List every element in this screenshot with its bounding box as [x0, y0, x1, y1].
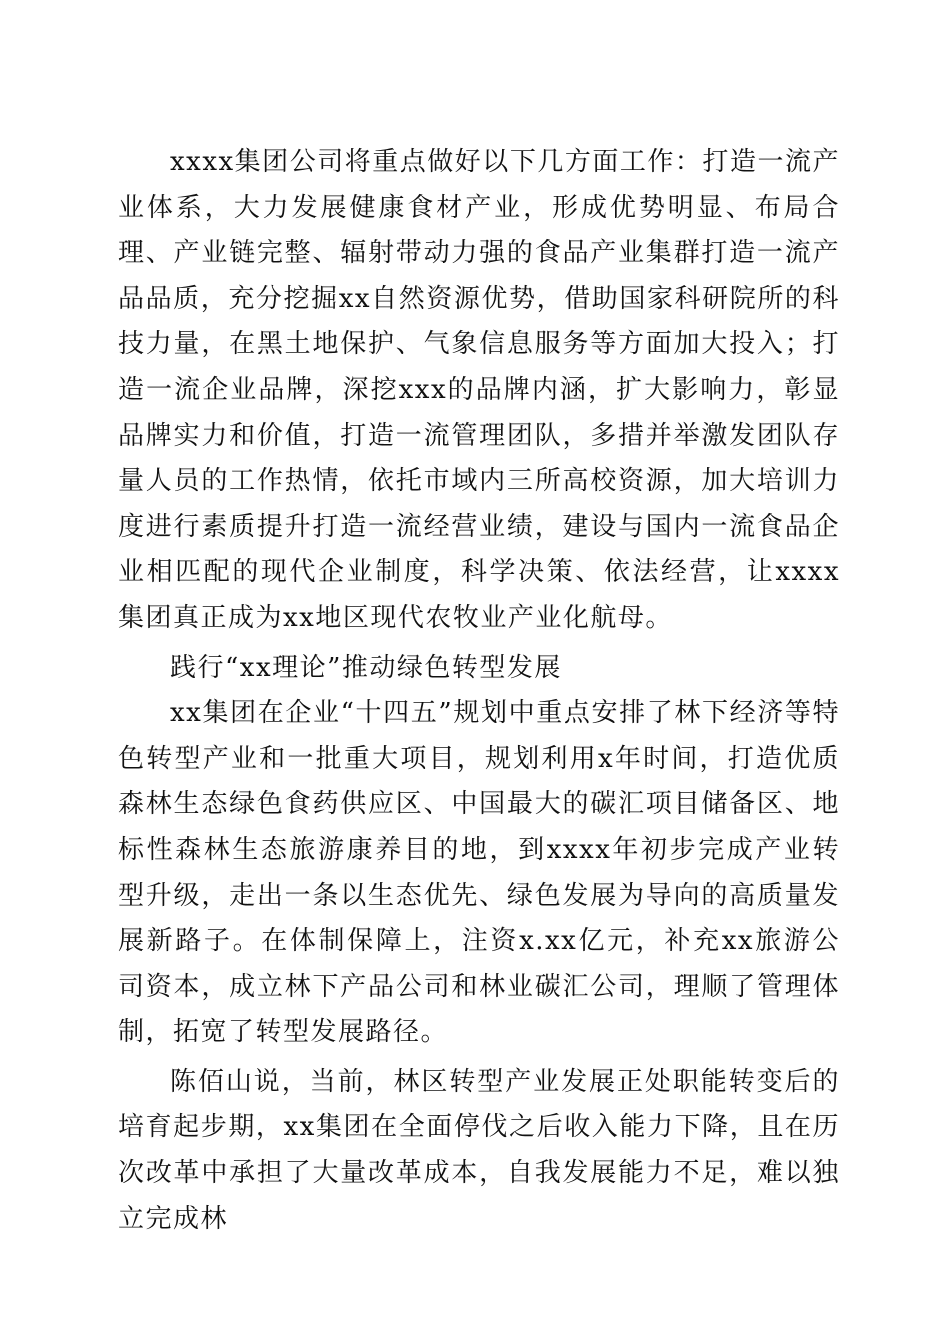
paragraph-green-transition: xx集团在企业“十四五”规划中重点安排了林下经济等特色转型产业和一批重大项目，规划利用x年时间，打造优质森林生态绿色食药供应区、中国最大的碳汇项目储备区、地标性森林生态旅游康养目的地，到xxxx年初步完成产业转型升级，走出一条以生态优先、绿色发展为导向的高质量发展新路子。在体制保障上，注资x.xx亿元，补充xx旅游公司资本，成立林下产品公司和林业碳汇公司，理顺了管理体制，拓宽了转型发展路径。	[118, 698, 840, 1048]
document-body	[118, 140, 840, 1242]
section-heading: 践行“xx理论”推动绿色转型发展	[170, 652, 562, 683]
paragraph-work-plan: xxxx集团公司将重点做好以下几方面工作：打造一流产业体系，大力发展健康食材产业，形成优势明显、布局合理、产业链完整、辐射带动力强的食品产业集群打造一流产品品质，充分挖掘xx自然资源优势，借助国家科研院所的科技力量，在黑土地保护、气象信息服务等方面加大投入；打造一流企业品牌，深挖xxx的品牌内涵，扩大影响力，彰显品牌实力和价值，打造一流管理团队，多措并举激发团队存量人员的工作热情，依托市域内三所高校资源，加大培训力度进行素质提升打造一流经营业绩，建设与国内一流食品企业相匹配的现代企业制度，科学决策、依法经营，让xxxx集团真正成为xx地区现代农牧业产业化航母。	[118, 147, 840, 633]
paragraph-quote: 陈佰山说，当前，林区转型产业发展正处职能转变后的培育起步期，xx集团在全面停伐之后收入能力下降，且在历次改革中承担了大量改革成本，自我发展能力不足，难以独立完成林	[118, 1066, 840, 1234]
